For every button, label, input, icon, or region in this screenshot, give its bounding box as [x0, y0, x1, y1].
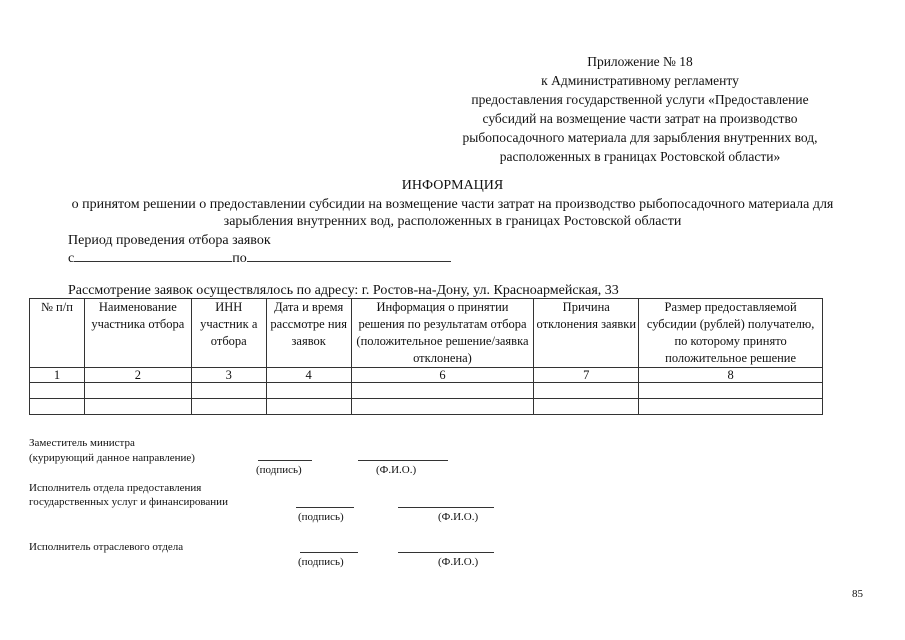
period-to-field[interactable]	[247, 249, 451, 262]
table-cell[interactable]	[351, 383, 534, 399]
fio-caption: (Ф.И.О.)	[438, 556, 479, 568]
executor-services-sublabel: государственных услуг и финансировании	[29, 496, 228, 508]
executor-services-label: Исполнитель отдела предоставления	[29, 482, 202, 494]
signature-caption: (подпись)	[256, 464, 302, 476]
table-cell[interactable]	[639, 399, 823, 415]
column-number: 6	[351, 368, 534, 383]
review-address: Рассмотрение заявок осуществлялось по адресу: г. Ростов-на-Дону, ул. Красноармейская, 33	[68, 283, 619, 298]
deputy-signature-line[interactable]	[258, 460, 312, 461]
deputy-fio-line[interactable]	[358, 460, 448, 461]
table-cell[interactable]	[639, 383, 823, 399]
table-cell[interactable]	[534, 383, 639, 399]
signature-caption: (подпись)	[298, 556, 344, 568]
column-number: 2	[84, 368, 191, 383]
document-subtitle: о принятом решении о предоставлении субсидии на возмещение части затрат на производство рыбопосадочного материала для зарыбления внутренних вод, расположенных в границах Ростовской области	[71, 197, 834, 229]
page-number: 85	[852, 588, 863, 600]
column-header: Наименование участника отбора	[84, 299, 191, 368]
column-number: 7	[534, 368, 639, 383]
column-header: № п/п	[30, 299, 85, 368]
executor-services-fio-line[interactable]	[398, 507, 494, 508]
column-header: Дата и время рассмотре ния заявок	[266, 299, 351, 368]
deputy-minister-sublabel: (курирующий данное направление)	[29, 452, 195, 464]
appendix-line: расположенных в границах Ростовской области»	[499, 149, 781, 164]
column-number: 3	[191, 368, 266, 383]
period-to-label: по	[232, 251, 247, 266]
table-row	[30, 383, 823, 399]
column-header: Причина отклонения заявки	[534, 299, 639, 368]
column-header: Информация о принятии решения по результатам отбора (положительное решение/заявка отклонена)	[351, 299, 534, 368]
fio-caption: (Ф.И.О.)	[376, 464, 417, 476]
table-row	[30, 399, 823, 415]
fio-caption: (Ф.И.О.)	[438, 511, 479, 523]
column-number-row	[30, 368, 823, 383]
column-number: 4	[266, 368, 351, 383]
appendix-line: предоставления государственной услуги «Предоставление	[471, 92, 809, 107]
column-header: ИНН участник а отбора	[191, 299, 266, 368]
table-cell[interactable]	[351, 399, 534, 415]
executor-services-signature-line[interactable]	[296, 507, 354, 508]
signature-caption: (подпись)	[298, 511, 344, 523]
results-table	[29, 298, 823, 415]
table-cell[interactable]	[191, 399, 266, 415]
deputy-minister-label: Заместитель министра	[29, 437, 135, 449]
document-title: ИНФОРМАЦИЯ	[401, 178, 504, 193]
appendix-line: к Административному регламенту	[541, 73, 739, 88]
table-cell[interactable]	[266, 399, 351, 415]
appendix-line: рыбопосадочного материала для зарыбления внутренних вод,	[462, 130, 818, 145]
executor-industry-signature-line[interactable]	[300, 552, 358, 553]
table-cell[interactable]	[266, 383, 351, 399]
appendix-line: Приложение № 18	[587, 54, 693, 69]
table-cell[interactable]	[84, 399, 191, 415]
executor-industry-label: Исполнитель отраслевого отдела	[29, 541, 184, 553]
appendix-header	[430, 52, 850, 166]
column-number: 1	[30, 368, 85, 383]
table-cell[interactable]	[30, 383, 85, 399]
table-cell[interactable]	[30, 399, 85, 415]
period-range	[68, 249, 451, 267]
column-number: 8	[639, 368, 823, 383]
column-header: Размер предоставляемой субсидии (рублей) получателю, по которому принято положительное решение	[639, 299, 823, 368]
table-cell[interactable]	[191, 383, 266, 399]
table-cell[interactable]	[534, 399, 639, 415]
executor-industry-fio-line[interactable]	[398, 552, 494, 553]
period-from-field[interactable]	[74, 249, 232, 262]
appendix-line: субсидий на возмещение части затрат на производство	[482, 111, 798, 126]
table-cell[interactable]	[84, 383, 191, 399]
table-header-row	[30, 299, 823, 368]
period-label: Период проведения отбора заявок	[68, 233, 271, 248]
period-from-label: с	[68, 251, 75, 266]
